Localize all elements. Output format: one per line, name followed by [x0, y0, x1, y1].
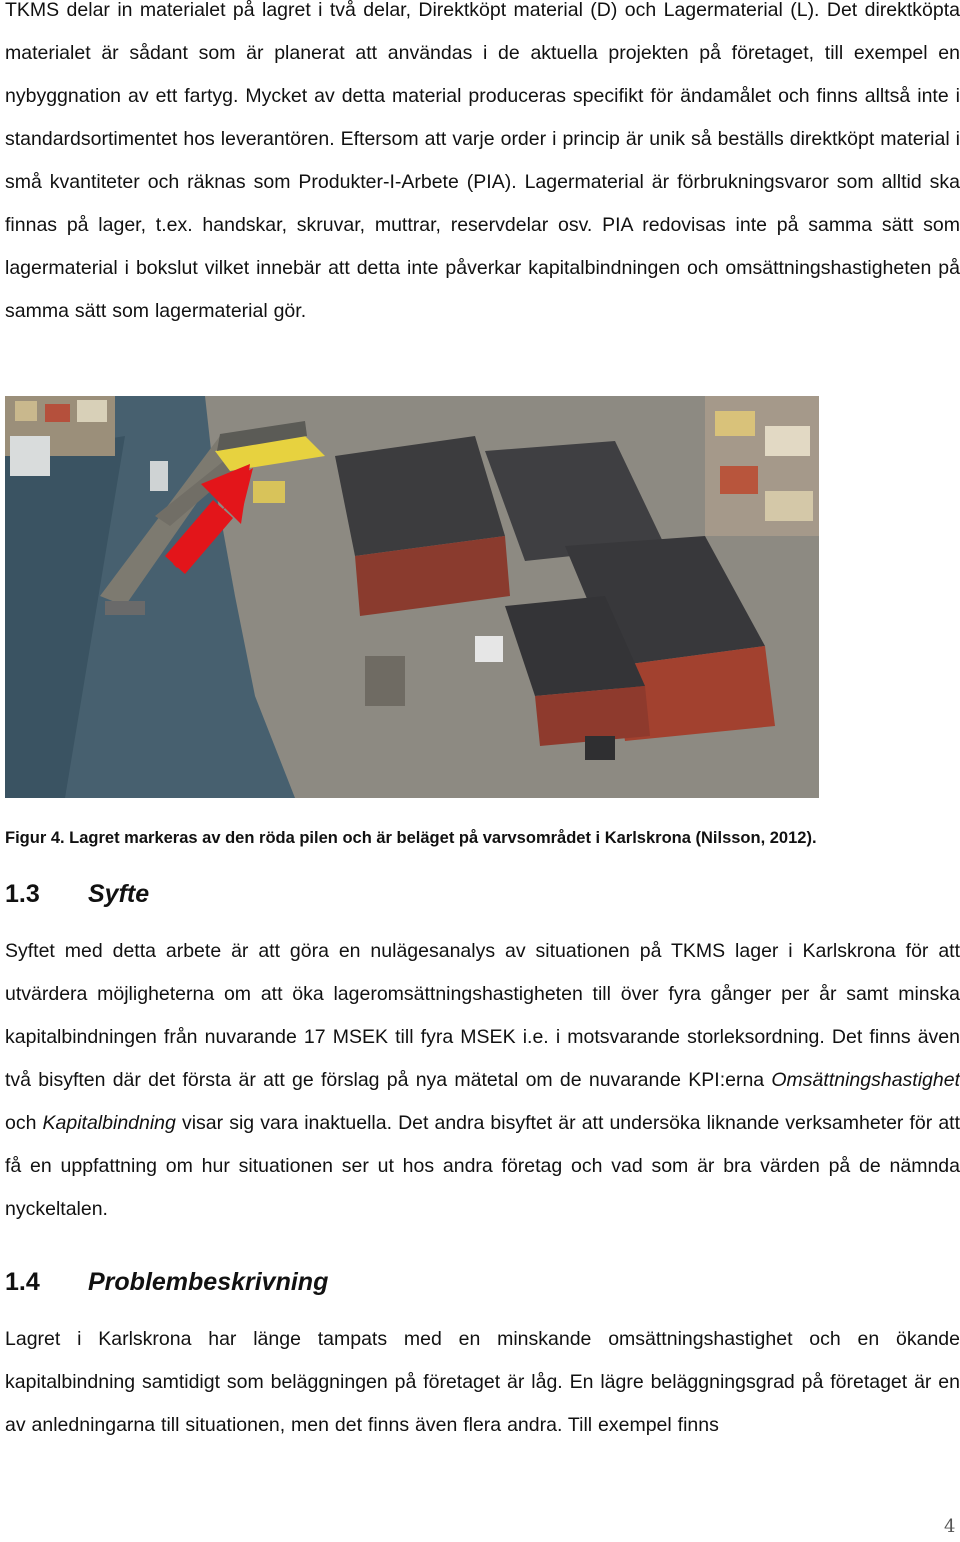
house — [715, 411, 755, 436]
section-heading-problembeskrivning — [5, 1266, 328, 1298]
yard-container — [585, 736, 615, 760]
section-title: Syfte — [88, 880, 150, 908]
figure-caption: Figur 4. Lagret markeras av den röda pilen och är beläget på varvsområdet i Karlskrona (Nilsson, 2012). — [5, 829, 817, 847]
aerial-photo-illustration — [5, 396, 819, 798]
syfte-text-part1: Syftet med detta arbete är att göra en nulägesanalys av situationen på TKMS lager i Karlskrona för att utvärdera möjligheterna om att öka lageromsättningshastigheten till över fyra gånger per år samt minska kapitalbindningen från nuvarande 17 MSEK till fyra MSEK i.e. i motsvarande storleksordning. Det finns även två bisyften där det första är att ge förslag på nya mätetal om de nuvarande KPI:erna — [5, 940, 960, 1091]
warehouse-annex — [253, 481, 285, 503]
boat — [105, 601, 145, 615]
section-title: Problembeskrivning — [88, 1268, 329, 1296]
section-number: 1.3 — [5, 880, 40, 908]
yard-shed — [365, 656, 405, 706]
house — [720, 466, 758, 494]
house — [765, 426, 810, 456]
ship-left — [10, 436, 50, 476]
syfte-italic-term-1: Omsättningshastighet — [771, 1069, 960, 1091]
house — [77, 400, 107, 422]
syfte-text-part2: visar sig vara inaktuella. Det andra bisyftet är att undersöka liknande verksamheter för att få en uppfattning om hur situationen ser ut hos andra företag och vad som är bra värden på de nämnda nyckeltalen. — [5, 1112, 960, 1220]
yard-shed — [475, 636, 503, 662]
body-paragraph-material: TKMS delar in materialet på lagret i två delar, Direktköpt material (D) och Lagermaterial (L). Det direktköpta materialet är sådant som är planerat att användas i de aktuella projekten på företaget, till exempel en nybyggnation av ett fartyg. Mycket av detta material produceras specifikt för ändamålet och finns alltså inte i standardsortimentet hos leverantören. Eftersom att varje order i princip är unik så beställs direktköpt material i små kvantiteter och räknas som Produkter-I-Arbete (PIA). Lagermaterial är förbrukningsvaror som alltid ska finnas på lager, t.ex. handskar, skruvar, muttrar, reservdelar osv. PIA redovisas inte på samma sätt som lagermaterial i bokslut vilket innebär att detta inte påverkar kapitalbindningen och omsättningshastigheten på samma sätt som lagermaterial gör. — [5, 0, 960, 322]
house — [15, 401, 37, 421]
syfte-italic-term-2: Kapitalbindning — [42, 1112, 176, 1134]
section-number: 1.4 — [5, 1268, 40, 1296]
body-paragraph-problem: Lagret i Karlskrona har länge tampats med en minskande omsättningshastighet och en ökande kapitalbindning samtidigt som beläggningen på företaget är låg. En lägre beläggningsgrad på företaget är en av anledningarna till situationen, men det finns även flera andra. Till exempel finns — [5, 1328, 960, 1436]
house — [45, 404, 70, 422]
section-heading-syfte — [5, 878, 149, 910]
ship-mid — [150, 461, 168, 491]
body-paragraph-syfte — [5, 930, 960, 1231]
building-dark-1 — [335, 436, 505, 556]
syfte-text-and: och — [5, 1112, 43, 1134]
aerial-photo-shipyard — [5, 396, 819, 798]
page-number: 4 — [944, 1516, 956, 1537]
house — [765, 491, 813, 521]
